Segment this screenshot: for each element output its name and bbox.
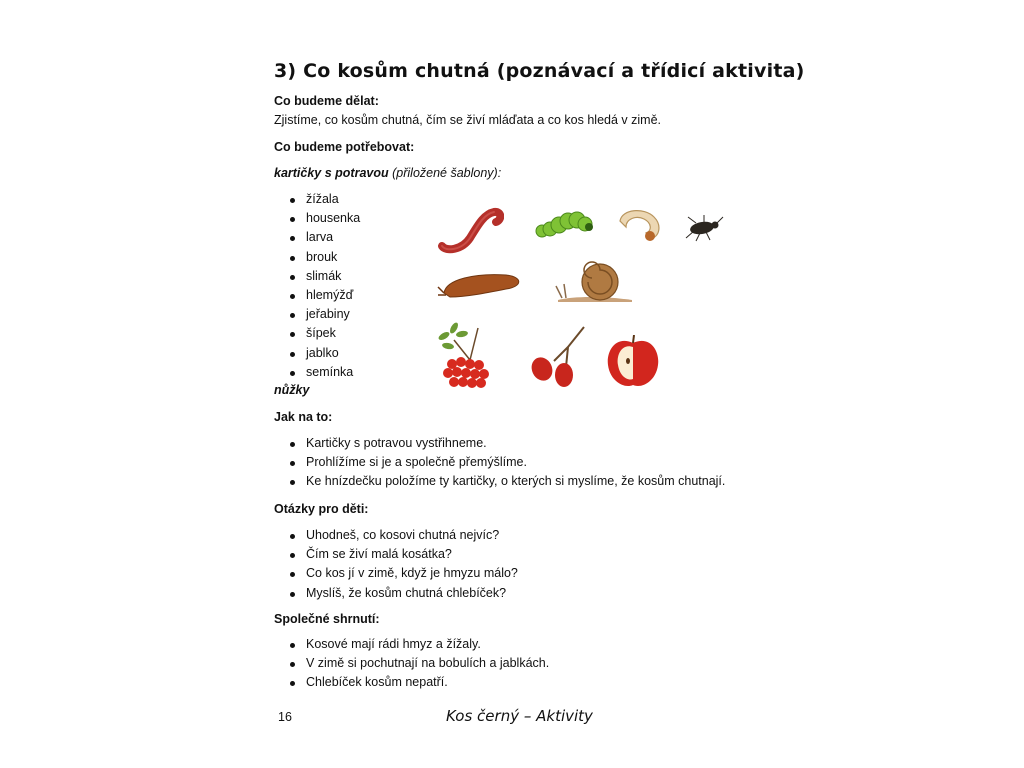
list-item: slimák (288, 267, 360, 286)
apple-image (604, 335, 662, 389)
what-we-need-heading: Co budeme potřebovat: (274, 140, 415, 154)
list-item: jablko (288, 344, 360, 363)
list-item: žížala (288, 190, 360, 209)
cards-label (274, 166, 501, 180)
list-item: Chlebíček kosům nepatří. (288, 673, 549, 692)
snail-image (554, 260, 636, 305)
rowan-berries-image (434, 320, 500, 392)
list-item: šípek (288, 324, 360, 343)
list-item: Co kos jí v zimě, když je hmyzu málo? (288, 564, 518, 583)
what-we-do-text: Zjistíme, co kosům chutná, čím se živí mláďata a co kos hledá v zimě. (274, 113, 661, 127)
list-item: brouk (288, 248, 360, 267)
list-item: Čím se živí malá kosátka? (288, 545, 518, 564)
scissors-label: nůžky (274, 383, 310, 397)
summary-list (288, 635, 549, 693)
list-item: Kartičky s potravou vystřihneme. (288, 434, 725, 453)
list-item: semínka (288, 363, 360, 382)
slug-image (436, 265, 526, 305)
list-item: Ke hnízdečku položíme ty kartičky, o kterých si myslíme, že kosům chutnají. (288, 472, 725, 491)
list-item: hlemýžď (288, 286, 360, 305)
list-item: jeřabiny (288, 305, 360, 324)
food-images (434, 195, 734, 395)
summary-heading: Společné shrnutí: (274, 612, 380, 626)
what-we-do-heading: Co budeme dělat: (274, 94, 379, 108)
list-item: V zimě si pochutnají na bobulích a jablkách. (288, 654, 549, 673)
rose-hips-image (524, 325, 594, 390)
cards-label-text: kartičky s potravou (274, 166, 389, 180)
footer-title: Kos černý – Aktivity (446, 707, 593, 725)
earthworm-image (436, 200, 504, 255)
food-list (288, 190, 360, 382)
page-title: 3) Co kosům chutná (poznávací a třídicí aktivita) (274, 60, 805, 82)
list-item: larva (288, 228, 360, 247)
list-item: Prohlížíme si je a společně přemýšlíme. (288, 453, 725, 472)
cards-label-note: (přiložené šablony): (388, 166, 502, 180)
caterpillar-image (534, 205, 594, 241)
page-number: 16 (278, 710, 292, 724)
larva-image (614, 205, 666, 245)
questions-heading: Otázky pro děti: (274, 502, 369, 516)
document-page (274, 0, 805, 768)
list-item: Kosové mají rádi hmyz a žížaly. (288, 635, 549, 654)
list-item: Myslíš, že kosům chutná chlebíček? (288, 584, 518, 603)
questions-list (288, 526, 518, 603)
how-steps-list (288, 434, 725, 492)
beetle-image (682, 213, 724, 243)
list-item: housenka (288, 209, 360, 228)
how-heading: Jak na to: (274, 410, 333, 424)
list-item: Uhodneš, co kosovi chutná nejvíc? (288, 526, 518, 545)
